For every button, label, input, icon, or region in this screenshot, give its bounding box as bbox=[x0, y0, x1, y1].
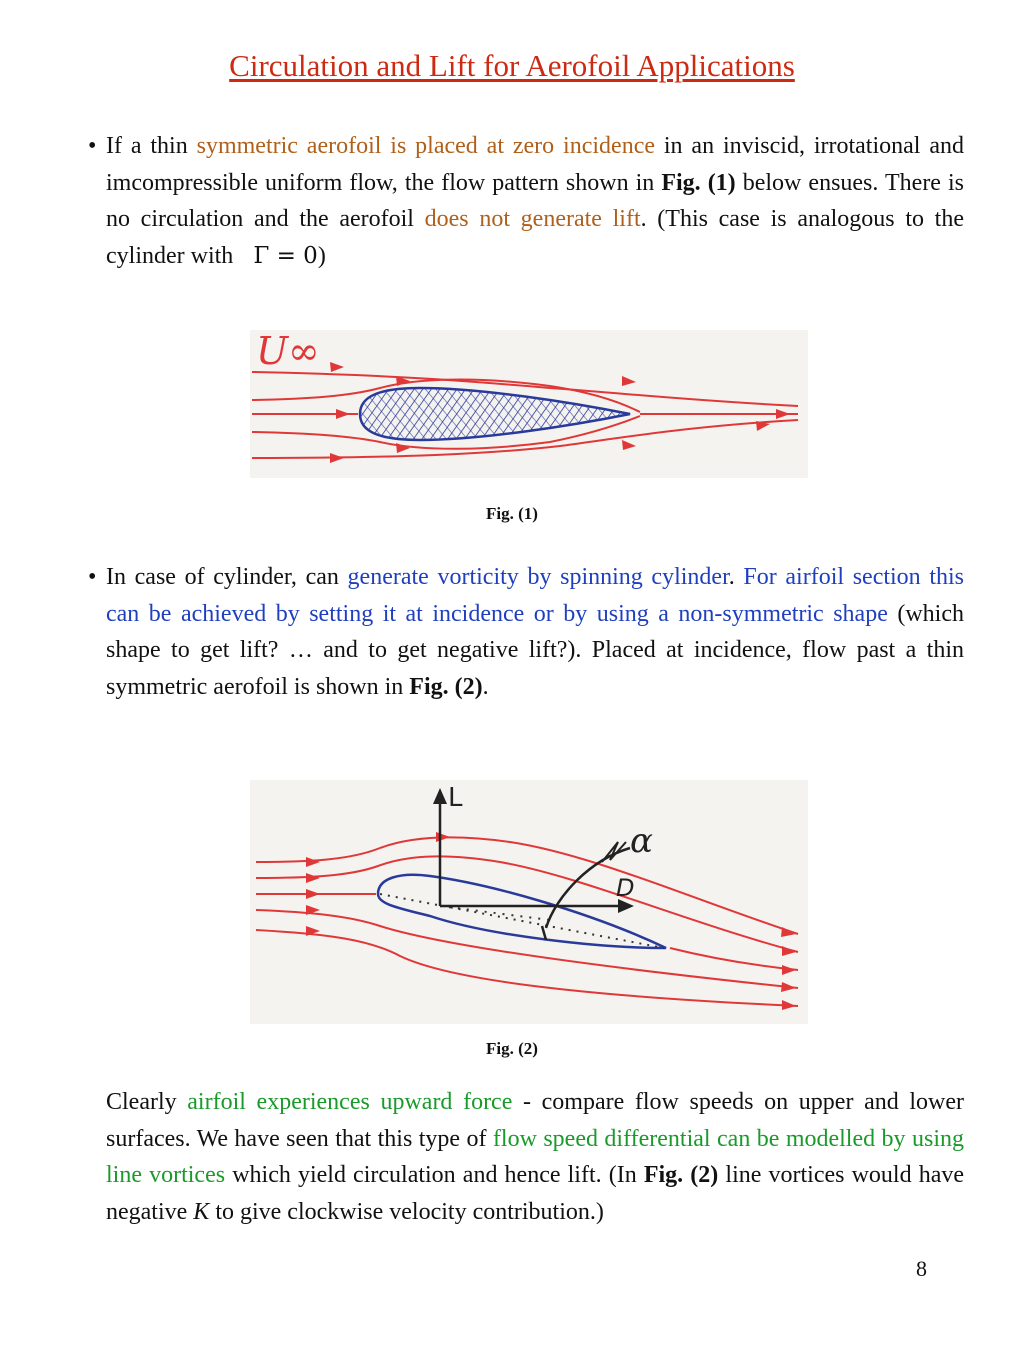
page-number: 8 bbox=[916, 1256, 927, 1281]
flow-arrow bbox=[622, 376, 636, 386]
highlight-upward-force: airfoil experiences upward force bbox=[187, 1089, 513, 1115]
highlight-incidence: For airfoil section this can be achieved by setting it at incidence or by using a non-symmetric shape bbox=[106, 564, 965, 627]
flow-arrow bbox=[306, 857, 320, 867]
horizontal-reference bbox=[440, 906, 550, 920]
figure-1 bbox=[250, 330, 808, 478]
lift-label: L bbox=[448, 783, 463, 813]
figure-2-caption: Fig. (2) bbox=[486, 1039, 538, 1058]
streamline-5 bbox=[256, 910, 798, 988]
flow-arrow bbox=[776, 409, 790, 419]
circulation-equation: Γ = 0 bbox=[253, 242, 318, 269]
flow-arrow bbox=[396, 443, 410, 453]
free-stream-label: U∞ bbox=[256, 330, 320, 373]
conclusion-paragraph bbox=[106, 1084, 964, 1230]
bullet-text-2 bbox=[106, 559, 964, 705]
streamline-1 bbox=[256, 837, 798, 934]
page-title: Circulation and Lift for Aerofoil Applications bbox=[229, 48, 795, 83]
angle-mark-stroke bbox=[602, 842, 626, 862]
bullet-dot: • bbox=[88, 564, 97, 590]
text-run: in an inviscid, irrotational and imcompressible uniform flow, the flow pattern shown in bbox=[106, 133, 964, 196]
text-run: In case of cylinder, can bbox=[106, 564, 348, 590]
fig1-reference: Fig. (1) bbox=[661, 169, 736, 196]
lift-arrowhead bbox=[433, 788, 447, 804]
text-run: . bbox=[482, 673, 489, 700]
flow-arrow bbox=[330, 362, 344, 372]
highlight-spinning-cylinder: generate vorticity by spinning cylinder bbox=[347, 564, 729, 590]
highlight-line-vortices: flow speed differential can be modelled by using line vortices bbox=[106, 1125, 964, 1188]
drag-label: D bbox=[616, 874, 635, 902]
flow-arrow bbox=[782, 965, 796, 975]
bullet-dot: • bbox=[88, 133, 97, 159]
bullet-text-1 bbox=[106, 128, 964, 274]
bullet-item-1 bbox=[88, 128, 964, 274]
angle-label: α bbox=[630, 821, 653, 861]
figure-1-drawing bbox=[250, 330, 808, 478]
variable-k: K bbox=[193, 1198, 210, 1225]
text-run: (which shape to get lift? … and to get negative lift?). Placed at incidence, flow past a thin symmetric aerofoil is shown in bbox=[106, 600, 964, 700]
figure-2-drawing bbox=[250, 780, 808, 1024]
text-run: ) bbox=[317, 242, 326, 269]
streamline-6 bbox=[256, 930, 798, 1006]
highlight-no-lift: does not generate lift bbox=[424, 206, 641, 232]
text-run: to give clockwise velocity contribution.) bbox=[209, 1198, 604, 1225]
flow-arrow bbox=[622, 440, 636, 450]
highlight-zero-incidence: symmetric aerofoil is placed at zero incidence bbox=[196, 133, 655, 159]
flow-arrow bbox=[330, 453, 344, 463]
flow-arrow bbox=[436, 832, 450, 842]
text-run: below ensues. There is no circulation and the aerofoil bbox=[106, 169, 965, 232]
text-run: - compare flow speeds on upper and lower surfaces. We have seen that this type of bbox=[106, 1089, 965, 1152]
fig2-reference: Fig. (2) bbox=[643, 1162, 719, 1188]
text-run: If a thin bbox=[106, 133, 197, 159]
figure-1-caption: Fig. (1) bbox=[486, 504, 538, 523]
streamline-4 bbox=[670, 948, 798, 970]
text-run: . (This case is analogous to the cylinder with bbox=[106, 206, 964, 269]
flow-arrow bbox=[306, 873, 320, 883]
text-run: line vortices would have negative bbox=[106, 1162, 965, 1225]
flow-arrow bbox=[336, 409, 350, 419]
figure-2 bbox=[250, 780, 808, 1024]
bullet-item-2 bbox=[88, 559, 964, 705]
text-run: which yield circulation and hence lift. (In bbox=[225, 1162, 644, 1188]
text-run: Clearly bbox=[106, 1089, 188, 1115]
flow-arrow bbox=[306, 889, 320, 899]
text-run: . bbox=[728, 564, 744, 590]
fig2-reference: Fig. (2) bbox=[409, 673, 483, 700]
